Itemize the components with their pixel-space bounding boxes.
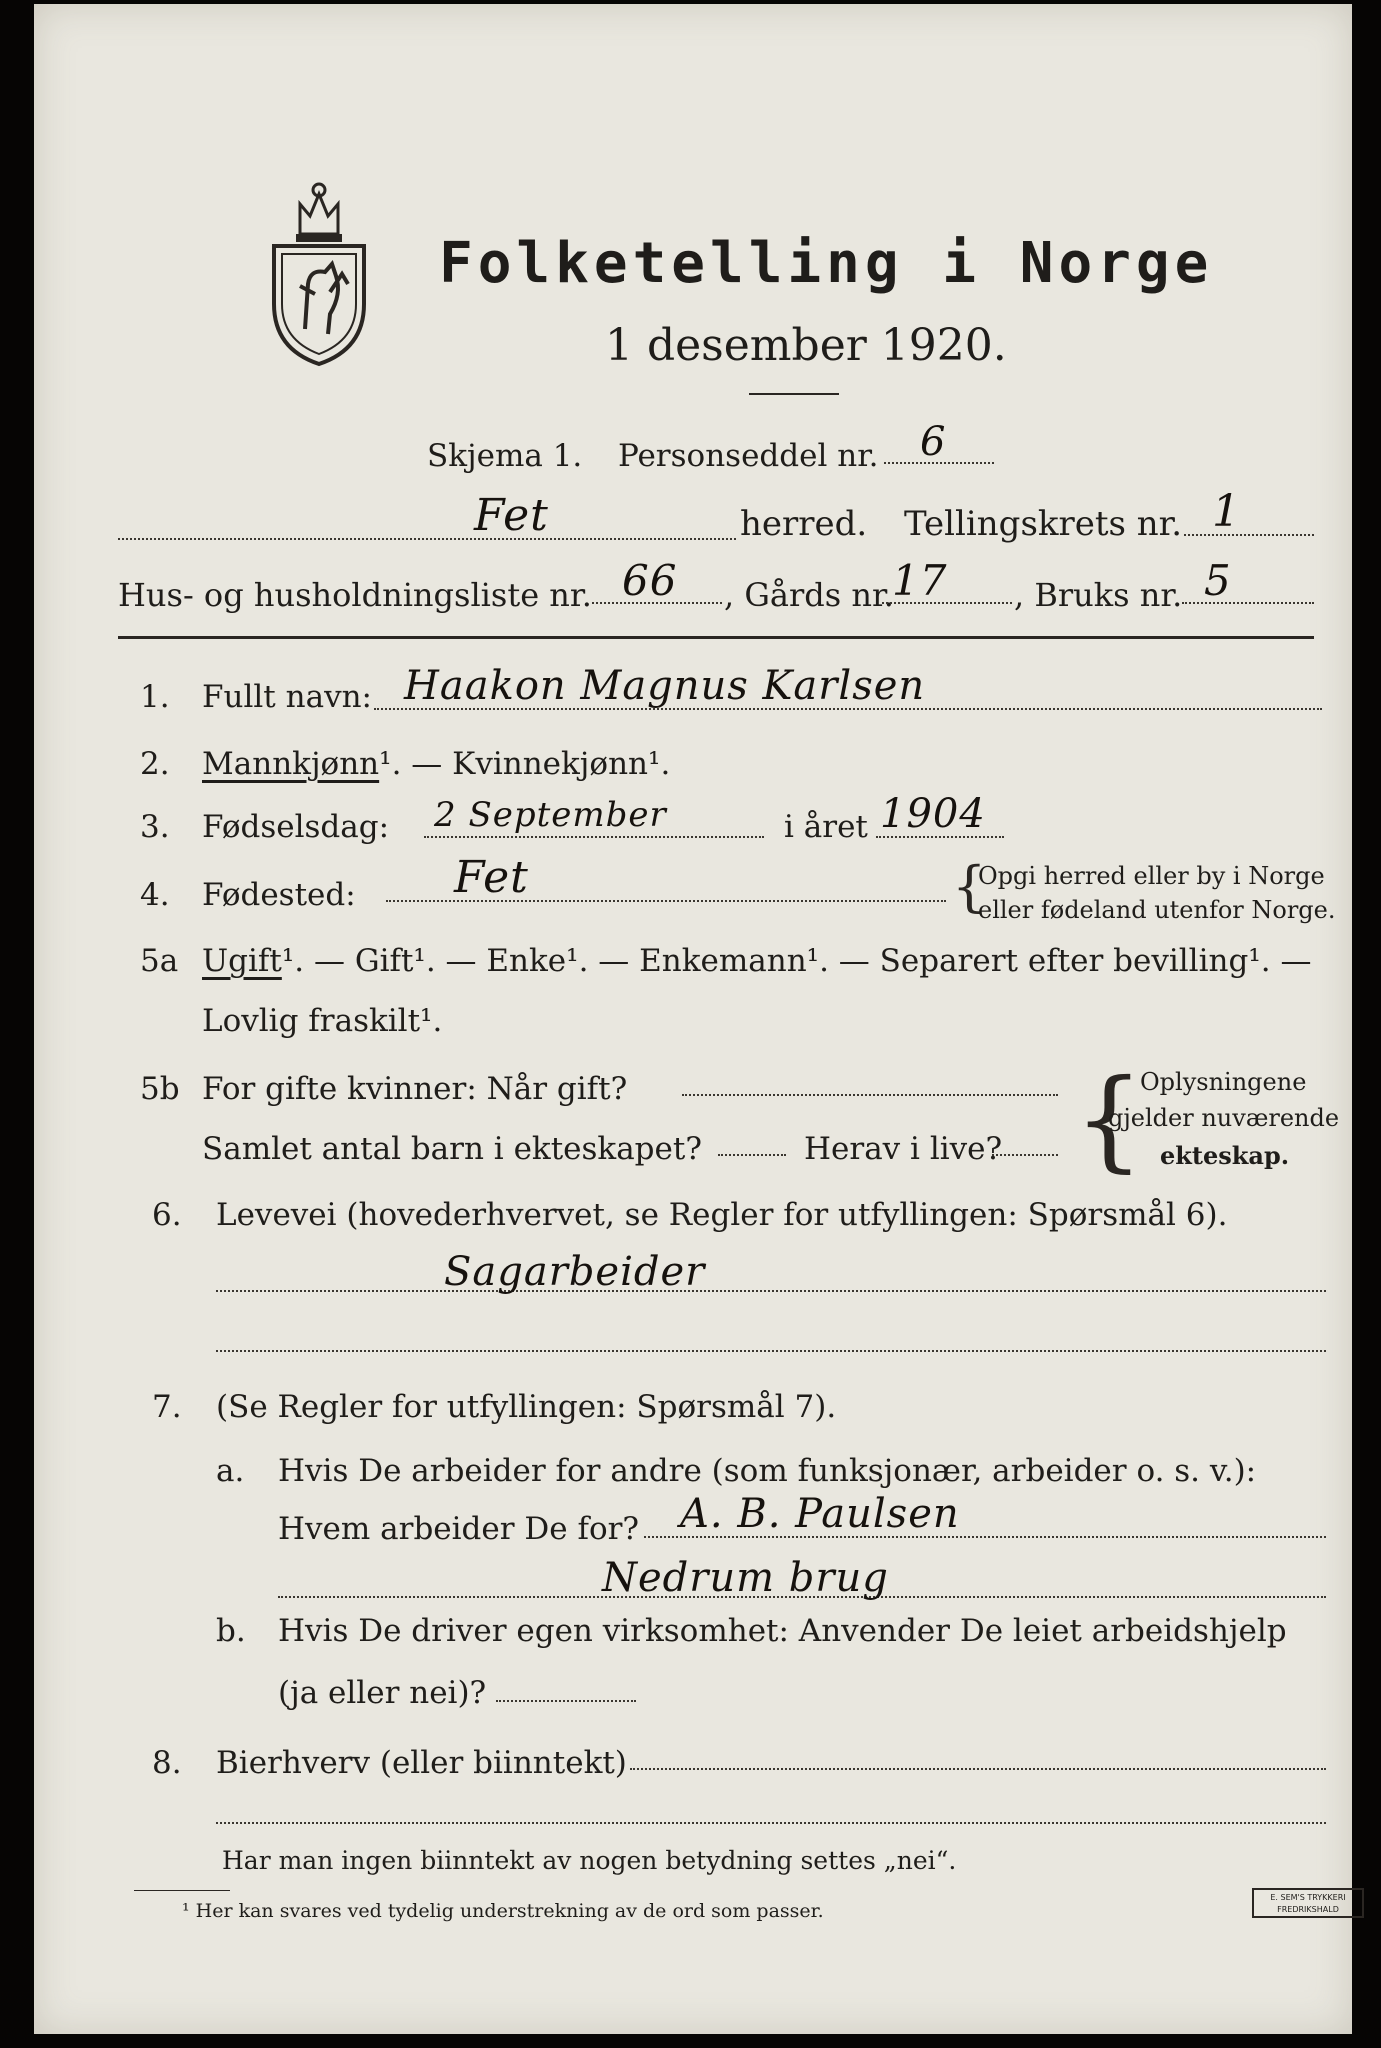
q7b-letter: b. <box>216 1613 246 1649</box>
q8-note: Har man ingen biinntekt av nogen betydning settes „nei“. <box>222 1846 957 1875</box>
q2-gender: Mannkjønn¹. — Kvinnekjønn¹. <box>202 746 671 782</box>
q5b-note-2: gjelder nuværende <box>1108 1104 1340 1132</box>
q5a-line2[interactable]: Lovlig fraskilt¹. <box>202 1003 443 1039</box>
q4-note-2: eller fødeland utenfor Norge. <box>978 896 1336 924</box>
q4-number: 4. <box>140 877 170 913</box>
census-form-page: Folketelling i Norge 1 desember 1920. Skjema 1. Personseddel nr. 6 Fet herred. Tellingskrets nr. 1 Hus- og husholdningsliste nr. 66 , Gårds nr. 17 , Bruks nr. 5 1. Fullt navn: Haakon Magnus Karlsen 2. Mannkjønn¹. — Kvinnekjønn¹. 3. Fødselsdag: 2 September i året 1904 4. Fødested: Fet { Opgi herred eller by i Norge eller fødeland utenfor Norge. 5a Ugift¹. — Gift¹. — Enke¹. — Enkemann¹. — Separert efter bevilling¹. — Lovlig fraskilt¹. 5b For gifte kvinner: Når gift? Samlet antal barn i ekteskapet? Herav i live? { Oplysningene gjelder nuværende ekteskap. 6. Levevei (hovederhvervet, se Regler for utfyllingen: Spørsmål 6). Sagarbeider 7. (Se Regler for utfyllingen: Spørsmål 7). a. Hvis De arbeider for andre (som funksjonær, arbeider o. s. v.): Hvem arbeider De for? A. B. Paulsen Nedrum brug b. Hvis De driver egen virksomhet: Anvender De leiet arbeidshjelp (ja eller nei)? 8. Bierhverv (eller biinntekt) Har man ingen biinntekt av nogen betydning settes „nei“. ¹ Her kan svares ved tydelig understrekning av de ord som passer. E. SEM'S TRYKKERI FREDRIKSHALD <box>34 4 1352 2034</box>
q8-number: 8. <box>152 1745 182 1781</box>
q7a-line1: Hvis De arbeider for andre (som funksjonær, arbeider o. s. v.): <box>278 1453 1257 1489</box>
form-date: 1 desember 1920. <box>605 320 1007 371</box>
occupation-value[interactable]: Sagarbeider <box>444 1249 706 1295</box>
kvinnekjonn-option[interactable]: Kvinnekjønn <box>452 746 649 782</box>
q7a-line2: Hvem arbeider De for? <box>278 1511 640 1547</box>
q5b-line2: Samlet antal barn i ekteskapet? <box>202 1131 702 1167</box>
herred-label: herred. <box>740 504 868 544</box>
herred-value[interactable]: Fet <box>474 490 549 541</box>
footnote: ¹ Her kan svares ved tydelig understrekning av de ord som passer. <box>182 1900 824 1922</box>
q5b-line1: For gifte kvinner: Når gift? <box>202 1071 628 1107</box>
coat-of-arms-icon <box>270 164 368 369</box>
q6-number: 6. <box>152 1197 182 1233</box>
tellingskrets-label: Tellingskrets nr. <box>904 504 1183 544</box>
q6-label: Levevei (hovederhvervet, se Regler for utfyllingen: Spørsmål 6). <box>216 1197 1228 1233</box>
birth-date-value[interactable]: 2 September <box>434 795 667 835</box>
ugift-option[interactable]: Ugift <box>202 943 282 979</box>
title-divider <box>749 393 839 395</box>
q4-label: Fødested: <box>202 877 356 913</box>
footnote-divider <box>134 1890 230 1891</box>
hus-value[interactable]: 66 <box>622 556 678 605</box>
q5a-marital: Ugift¹. — Gift¹. — Enke¹. — Enkemann¹. — Separert efter bevilling¹. — <box>202 943 1312 979</box>
q5b-number: 5b <box>140 1071 180 1107</box>
printer-stamp: E. SEM'S TRYKKERI FREDRIKSHALD <box>1252 1888 1364 1918</box>
personseddel-value[interactable]: 6 <box>920 419 947 465</box>
q7-number: 7. <box>152 1389 182 1425</box>
q7-label: (Se Regler for utfyllingen: Spørsmål 7). <box>216 1389 837 1425</box>
schema-label: Skjema 1. <box>427 438 583 474</box>
q7a-letter: a. <box>216 1453 245 1489</box>
q3-year-label: i året <box>784 809 868 845</box>
employer-value[interactable]: A. B. Paulsen <box>680 1491 960 1537</box>
q1-label: Fullt navn: <box>202 679 372 715</box>
birth-year-value[interactable]: 1904 <box>880 791 986 837</box>
q3-number: 3. <box>140 809 170 845</box>
q5b-note-3: ekteskap. <box>1160 1141 1290 1170</box>
gards-value[interactable]: 17 <box>892 556 948 605</box>
gards-label: , Gårds nr. <box>724 576 894 614</box>
header-divider <box>118 636 1314 639</box>
q5b-note-1: Oplysningene <box>1140 1068 1307 1096</box>
mannkjonn-option[interactable]: Mannkjønn <box>202 746 380 782</box>
q4-note-1: Opgi herred eller by i Norge <box>978 862 1325 890</box>
employer-value-line2[interactable]: Nedrum brug <box>602 1555 889 1601</box>
hus-label: Hus- og husholdningsliste nr. <box>118 576 592 614</box>
bruks-label: , Bruks nr. <box>1014 576 1183 614</box>
full-name-value[interactable]: Haakon Magnus Karlsen <box>404 663 926 709</box>
q2-number: 2. <box>140 746 170 782</box>
q5b-line2b: Herav i live? <box>804 1131 1003 1167</box>
tellingskrets-value[interactable]: 1 <box>1212 486 1241 537</box>
bruks-value[interactable]: 5 <box>1204 556 1232 605</box>
q7b-line1: Hvis De driver egen virksomhet: Anvender De leiet arbeidshjelp <box>278 1613 1287 1649</box>
form-title: Folketelling i Norge <box>439 231 1214 296</box>
q3-label: Fødselsdag: <box>202 809 390 845</box>
q5a-number: 5a <box>140 943 179 979</box>
q7b-line2: (ja eller nei)? <box>278 1675 487 1711</box>
q8-label: Bierhverv (eller biinntekt) <box>216 1745 627 1781</box>
personseddel-label: Personseddel nr. <box>618 438 879 474</box>
q1-number: 1. <box>140 679 170 715</box>
birthplace-value[interactable]: Fet <box>454 852 529 903</box>
